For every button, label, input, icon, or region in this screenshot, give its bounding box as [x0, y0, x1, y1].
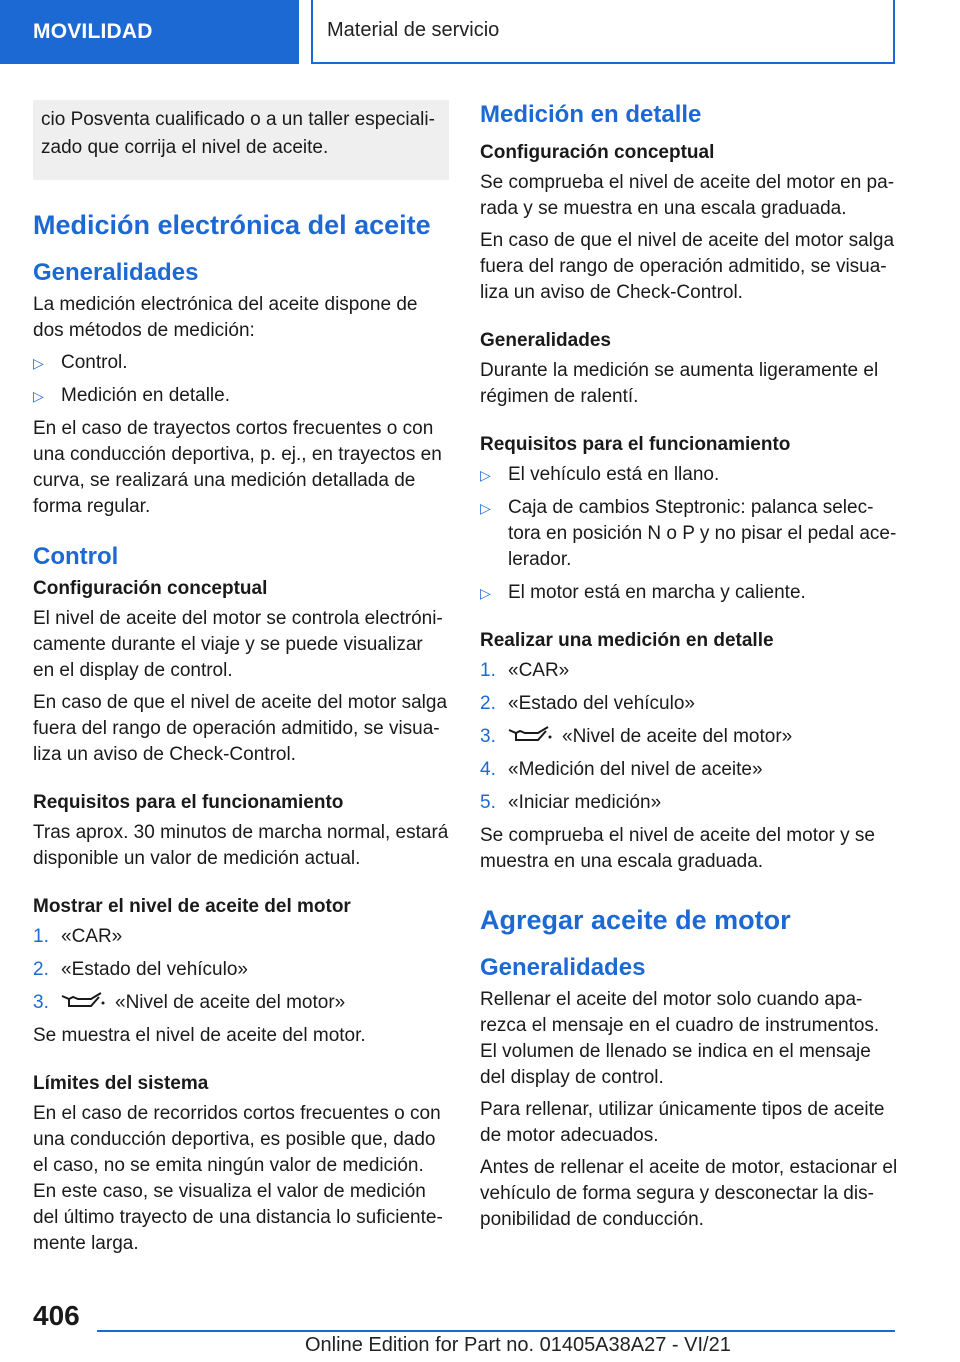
oil-can-icon: [508, 726, 552, 744]
requirements-list: [480, 462, 898, 606]
concept-text-2: En caso de que el nivel de aceite del motor salga fuera del rango de operación admitido, se visua-liza un aviso de Check-Control.: [33, 692, 448, 765]
show-level-steps: [33, 924, 449, 1016]
generalidades-heading: Generalidades: [33, 259, 199, 286]
add-oil-generalidades-heading: Generalidades: [480, 954, 646, 981]
requirements-heading: Requisitos para el funcionamiento: [33, 792, 344, 813]
show-level-result: Se muestra el nivel de aceite del motor.: [33, 1025, 366, 1046]
left-column: [33, 100, 449, 1263]
limits-text: En el caso de recorridos cortos frecuentes o con una conducción deportiva, es posible que, dado el caso, no se emita ningún valor de medición. En este caso, se visualiza el valor de medición del último trayecto de una distancia lo suficiente-mente larga.: [33, 1103, 443, 1254]
continued-note: cio Posventa cualificado o a un taller especiali-zado que corrija el nivel de aceite.: [33, 100, 449, 180]
add-oil-title: Agregar aceite de motor: [480, 905, 791, 935]
page-number: 406: [33, 1300, 80, 1331]
methods-list: [33, 350, 449, 409]
add-oil-text-3: Antes de rellenar el aceite de motor, estacionar el vehículo de forma segura y desconectar la dis-ponibilidad de conducción.: [480, 1157, 898, 1230]
requirements-text: Tras aprox. 30 minutos de marcha normal, estará disponible un valor de medición actual.: [33, 822, 449, 869]
generalidades-text: En el caso de trayectos cortos frecuentes o con una conducción deportiva, p. ej., en trayectos en curva, se realizará una medición detallada de forma regular.: [33, 418, 442, 517]
step-item: 4. «Medición del nivel de aceite»: [480, 759, 763, 780]
footer-edition: Online Edition for Part no. 01405A38A27 - VI/21: [305, 1334, 731, 1356]
detail-steps: [480, 658, 898, 816]
concept-heading: Configuración conceptual: [33, 578, 268, 599]
triangle-right-icon: ▷: [480, 467, 491, 483]
footer-divider: [97, 1330, 895, 1332]
step-item: 3. «Nivel de aceite del motor»: [480, 726, 793, 747]
step-item: 1. «CAR»: [33, 926, 123, 947]
show-level-heading: Mostrar el nivel de aceite del motor: [33, 896, 351, 917]
step-item: 5. «Iniciar medición»: [480, 792, 662, 813]
oil-can-icon: [61, 992, 105, 1010]
header-title: Material de servicio: [311, 0, 895, 64]
list-item: ▷ El motor está en marcha y caliente.: [480, 580, 898, 606]
concept-heading: Configuración conceptual: [480, 142, 715, 163]
triangle-right-icon: ▷: [33, 388, 44, 404]
limits-heading: Límites del sistema: [33, 1073, 209, 1094]
generalidades-text: Durante la medición se aumenta ligeramente el régimen de ralentí.: [480, 360, 879, 407]
detail-steps-heading: Realizar una medición en detalle: [480, 630, 774, 651]
step-item: 3. «Nivel de aceite del motor»: [33, 992, 346, 1013]
step-item: 2. «Estado del vehículo»: [33, 959, 248, 980]
header-section: MOVILIDAD: [0, 0, 299, 64]
list-item: ▷ Medición en detalle.: [33, 383, 449, 409]
list-item: ▷ Caja de cambios Steptronic: palanca selec-tora en posición N o P y no pisar el pedal ace-lerador.: [480, 497, 897, 570]
right-column: [480, 100, 898, 1239]
step-item: 2. «Estado del vehículo»: [480, 693, 695, 714]
triangle-right-icon: ▷: [480, 500, 491, 516]
detail-result: Se comprueba el nivel de aceite del motor y se muestra en una escala graduada.: [480, 825, 875, 872]
list-item: ▷ El vehículo está en llano.: [480, 462, 898, 488]
concept-text-1: Se comprueba el nivel de aceite del motor en pa-rada y se muestra en una escala graduada.: [480, 172, 895, 219]
step-item: 1. «CAR»: [480, 660, 570, 681]
control-heading: Control: [33, 543, 119, 570]
add-oil-text-1: Rellenar el aceite del motor solo cuando apa-rezca el mensaje en el cuadro de instrumentos. El volumen de llenado se indica en el mensaje del display de control.: [480, 989, 880, 1088]
detail-heading: Medición en detalle: [480, 101, 702, 128]
section-title: Medición electrónica del aceite: [33, 210, 431, 240]
concept-text-1: El nivel de aceite del motor se controla electróni-camente durante el viaje y se puede visualizar en el display de control.: [33, 608, 443, 681]
generalidades-subheading: Generalidades: [480, 330, 611, 351]
concept-text-2: En caso de que el nivel de aceite del motor salga fuera del rango de operación admitido, se visua-liza un aviso de Check-Control.: [480, 230, 895, 303]
generalidades-intro: La medición electrónica del aceite dispone de dos métodos de medición:: [33, 294, 418, 341]
list-item: ▷ Control.: [33, 350, 449, 376]
triangle-right-icon: ▷: [480, 585, 491, 601]
add-oil-text-2: Para rellenar, utilizar únicamente tipos de aceite de motor adecuados.: [480, 1099, 885, 1146]
triangle-right-icon: ▷: [33, 355, 44, 371]
requirements-heading: Requisitos para el funcionamiento: [480, 434, 791, 455]
